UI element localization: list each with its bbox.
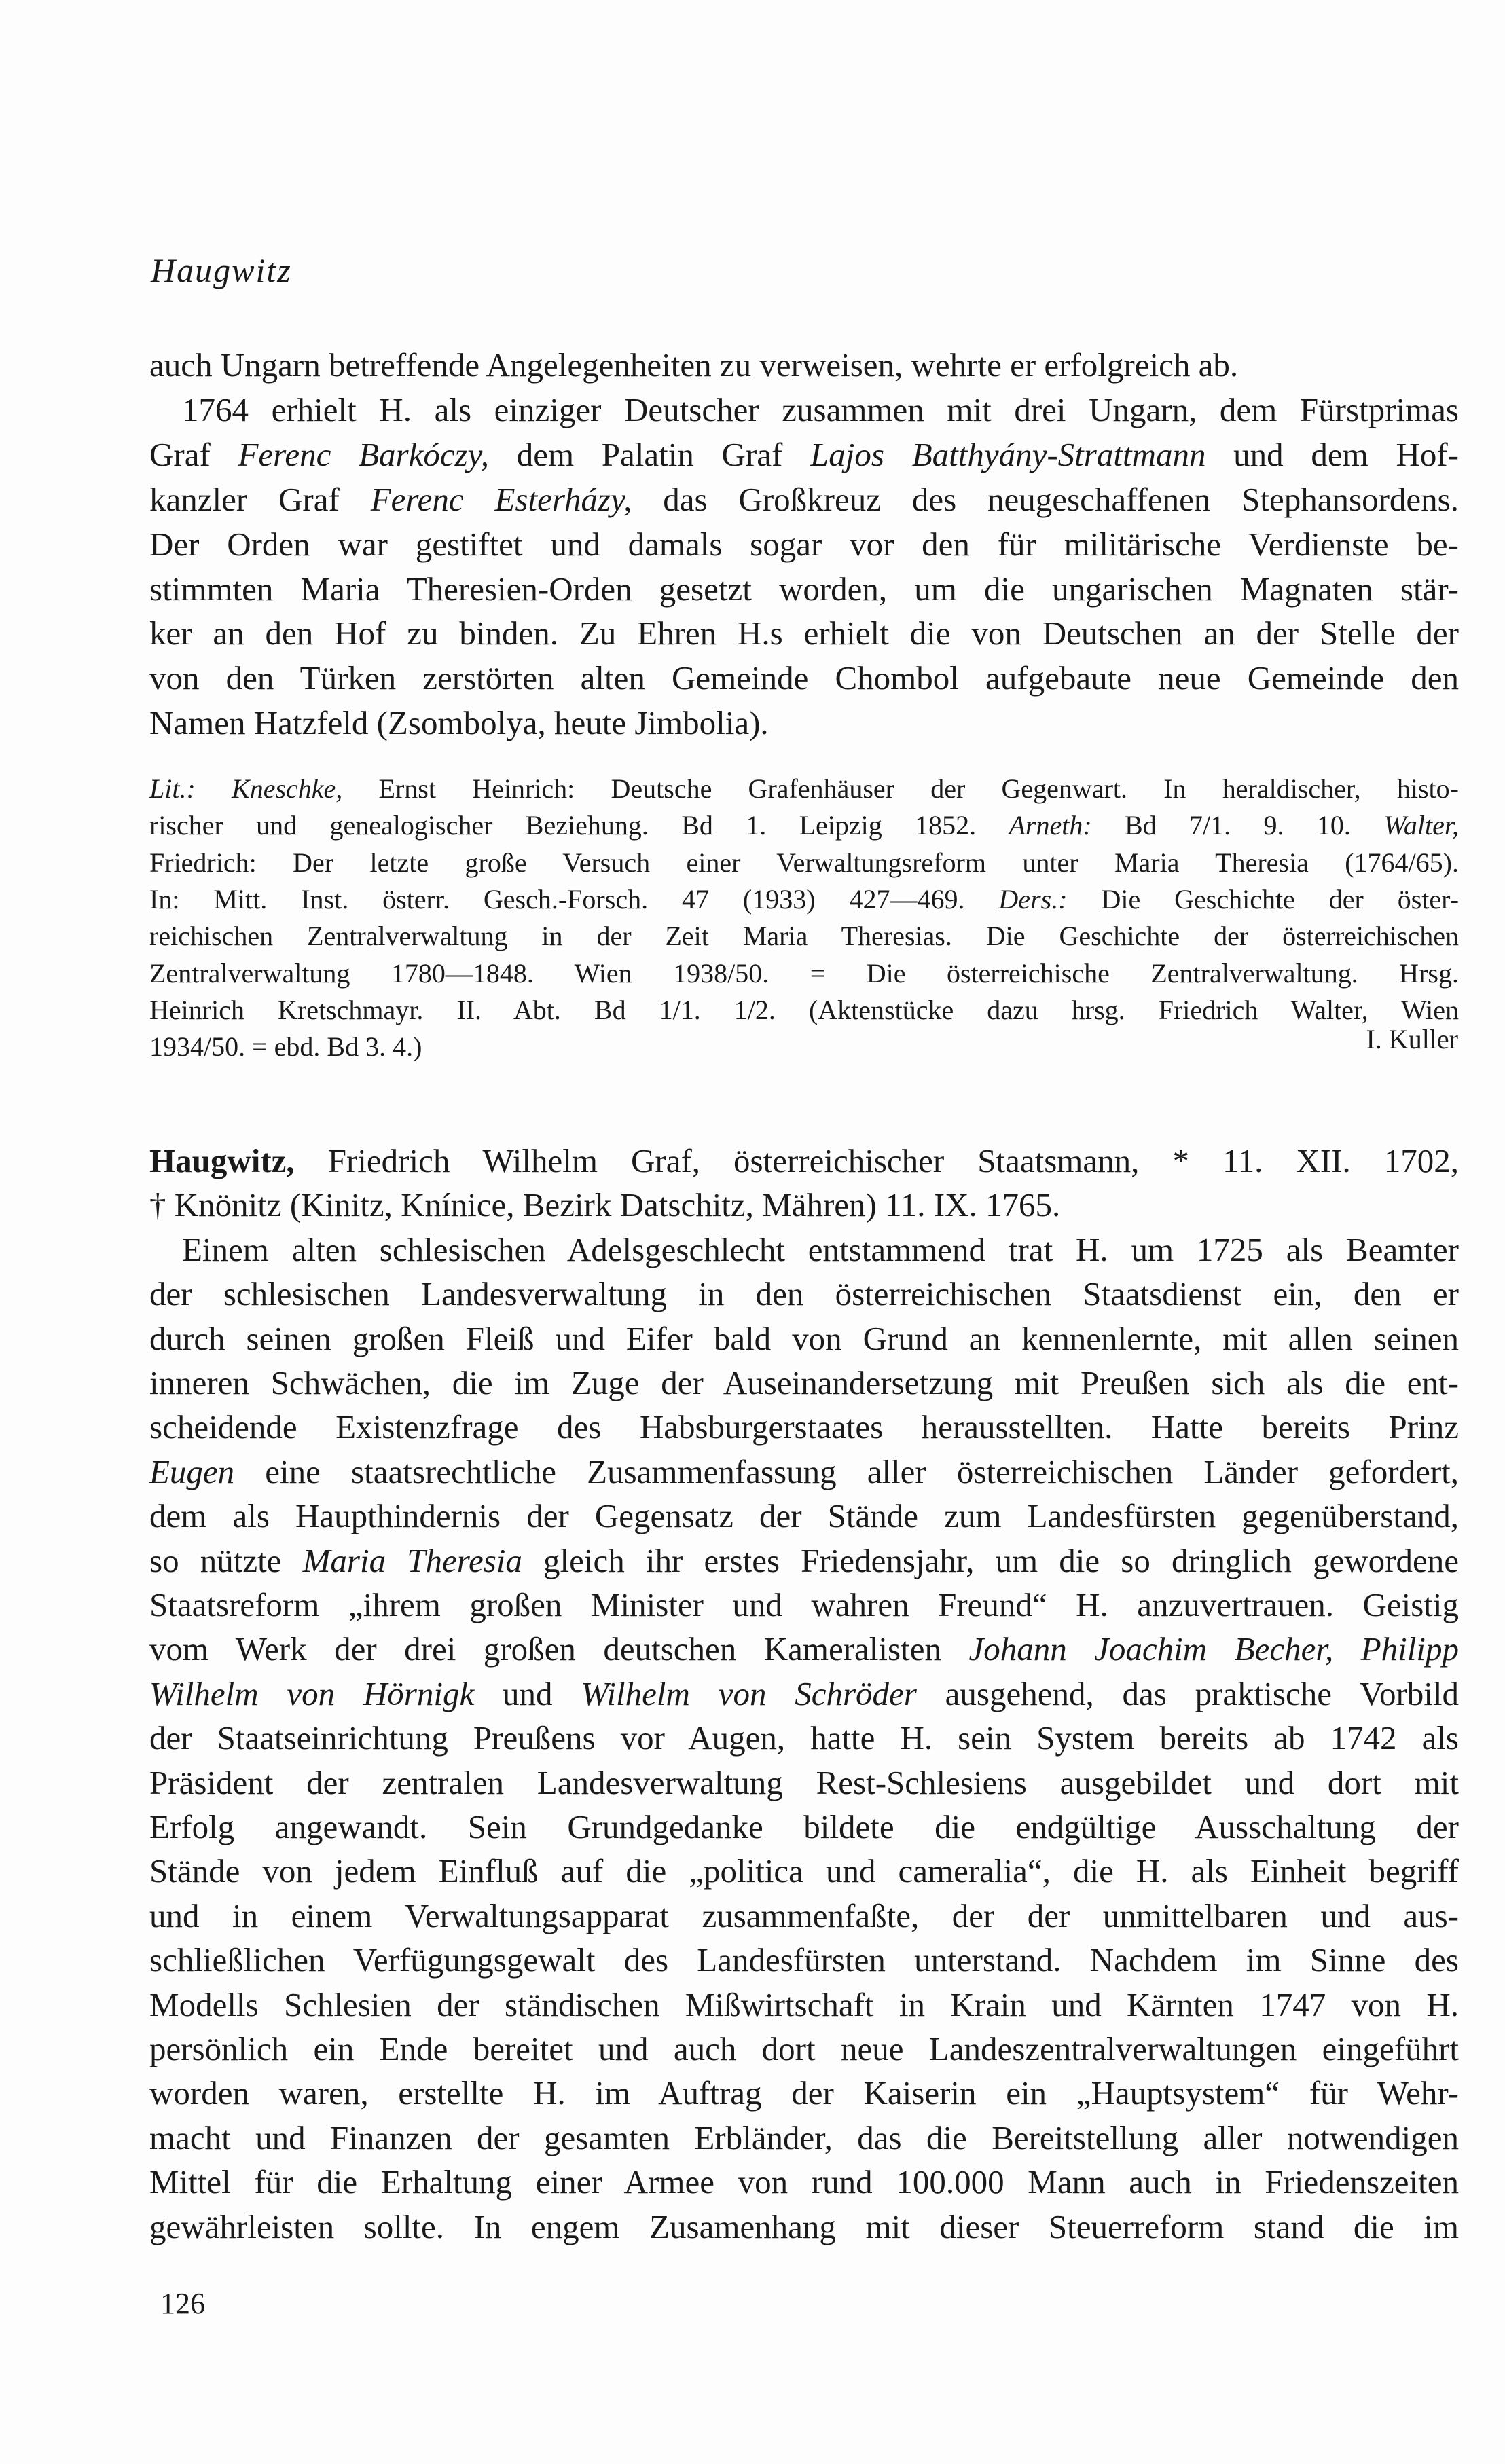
text-run: persönlich ein Ende bereitet und auch dort neue Landeszentralverwaltungen eingeführt	[149, 2030, 1459, 2067]
text-run: Einem alten schlesischen Adelsgeschlecht entstammend trat H. um 1725 als Beamter	[182, 1230, 1459, 1268]
text-run: Ernst Heinrich: Deutsche Grafenhäuser der Gegenwart. In heraldischer, histo-	[342, 773, 1459, 804]
page-number: 126	[160, 2287, 205, 2320]
text-run: durch seinen großen Fleiß und Eifer bald von Grund an kennenlernte, mit allen seinen	[149, 1319, 1459, 1357]
text-run: reichischen Zentralverwaltung in der Zeit Maria Theresias. Die Geschichte der österreichischen	[149, 921, 1459, 952]
text-run: kanzler Graf	[149, 480, 371, 518]
body-line	[149, 1896, 1459, 1936]
body-line	[149, 658, 1459, 699]
body-line	[149, 1319, 1459, 1359]
body-line	[149, 1629, 1459, 1670]
text-run: stimmten Maria Theresien-Orden gesetzt worden, um die ungarischen Magnaten stär-	[149, 570, 1459, 608]
body-line	[149, 1807, 1459, 1847]
literature-line	[149, 957, 1459, 991]
literature-line	[149, 846, 1459, 880]
text-run: der Staatseinrichtung Preußens vor Augen, hatte H. sein System bereits ab 1742 als	[149, 1719, 1459, 1757]
italic-text: Lajos Batthyány-Strattmann	[810, 435, 1206, 473]
italic-text: Eugen	[149, 1452, 235, 1490]
text-run: worden waren, erstellte H. im Auftrag der Kaiserin ein „Hauptsystem“ für Wehr-	[149, 2074, 1459, 2112]
body-line	[149, 2207, 1459, 2247]
text-run: Heinrich Kretschmayr. II. Abt. Bd 1/1. 1/2. (Aktenstücke dazu hrsg. Friedrich Walter, Wien	[149, 994, 1459, 1025]
text-run: schließlichen Verfügungsgewalt des Landesfürsten unterstand. Nachdem im Sinne des	[149, 1941, 1459, 1979]
text-run: und	[474, 1674, 581, 1712]
body-line	[149, 1274, 1459, 1314]
body-line	[149, 613, 1459, 654]
text-run: der schlesischen Landesverwaltung in den österreichischen Staatsdienst ein, den er	[149, 1275, 1459, 1313]
text-run: Namen Hatzfeld (Zsombolya, heute Jimbolia).	[149, 704, 769, 742]
body-line	[149, 1230, 1459, 1270]
italic-text: Maria Theresia	[302, 1541, 522, 1579]
body-line	[149, 479, 1459, 520]
text-run: gewährleisten sollte. In engem Zusamenhang mit dieser Steuerreform stand die im	[149, 2207, 1459, 2245]
text-run: ker an den Hof zu binden. Zu Ehren H.s erhielt die von Deutschen an der Stelle der	[149, 614, 1459, 652]
body-line	[149, 1763, 1459, 1803]
author-signature: I. Kuller	[1366, 1024, 1458, 1054]
text-run: Graf	[149, 435, 238, 473]
text-run: gleich ihr erstes Friedensjahr, um die so dringlich gewordene	[522, 1541, 1459, 1579]
italic-text: Walter,	[1383, 810, 1459, 841]
text-run: Modells Schlesien der ständischen Mißwirtschaft in Krain und Kärnten 1747 von H.	[149, 1985, 1459, 2023]
text-run: 1764 erhielt H. als einziger Deutscher zusammen mit drei Ungarn, dem Fürstprimas	[182, 390, 1459, 428]
text-run: so nützte	[149, 1541, 303, 1579]
italic-text: Johann Joachim Becher, Philipp	[968, 1630, 1459, 1668]
body-line	[149, 2162, 1459, 2203]
text-run: scheidende Existenzfrage des Habsburgerstaates herausstellten. Hatte bereits Prinz	[149, 1408, 1459, 1446]
body-line	[149, 1541, 1459, 1581]
body-line	[149, 1185, 1459, 1226]
text-run: In: Mitt. Inst. österr. Gesch.-Forsch. 47 (1933) 427—469.	[149, 883, 999, 915]
body-line	[149, 1718, 1459, 1759]
entry-headword: Haugwitz,	[149, 1142, 295, 1179]
text-run: Zentralverwaltung 1780—1848. Wien 1938/50. = Die österreichische Zentralverwaltung. Hrsg.	[149, 957, 1459, 989]
text-run: und in einem Verwaltungsapparat zusammenfaßte, der der unmittelbaren und aus-	[149, 1896, 1459, 1934]
text-run: Präsident der zentralen Landesverwaltung Rest-Schlesiens ausgebildet und dort mit	[149, 1763, 1459, 1801]
text-run: ausgehend, das praktische Vorbild	[916, 1674, 1459, 1712]
body-line	[149, 1141, 1459, 1181]
body-line	[149, 569, 1459, 610]
text-run: Friedrich: Der letzte große Versuch einer Verwaltungsreform unter Maria Theresia (1764/65).	[149, 847, 1459, 878]
body-line	[149, 703, 1459, 743]
text-run: das Großkreuz des neugeschaffenen Stephansordens.	[632, 480, 1459, 518]
body-line	[149, 390, 1459, 430]
italic-text: Wilhelm von Hörnigk	[149, 1674, 475, 1712]
text-run: von den Türken zerstörten alten Gemeinde Chombol aufgebaute neue Gemeinde den	[149, 659, 1459, 697]
body-line	[149, 524, 1459, 565]
italic-text: Arneth:	[1009, 810, 1092, 841]
text-run: dem als Haupthindernis der Gegensatz der Stände zum Landesfürsten gegenüberstand,	[149, 1497, 1459, 1535]
literature-line	[149, 919, 1459, 953]
text-run: Erfolg angewandt. Sein Grundgedanke bildete die endgültige Ausschaltung der	[149, 1808, 1459, 1845]
italic-text: Ferenc Barkóczy,	[238, 435, 489, 473]
text-run: rischer und genealogischer Beziehung. Bd 1. Leipzig 1852.	[149, 810, 1009, 841]
italic-text: Wilhelm von Schröder	[581, 1674, 917, 1712]
literature-line	[149, 883, 1459, 917]
text-run: eine staatsrechtliche Zusammenfassung aller österreichischen Länder gefordert,	[234, 1452, 1459, 1490]
text-run: Stände von jedem Einfluß auf die „politica und cameralia“, die H. als Einheit begriff	[149, 1852, 1459, 1890]
text-run: Staatsreform „ihrem großen Minister und wahren Freund“ H. anzuvertrauen. Geistig	[149, 1586, 1459, 1623]
text-run: Die Geschichte der öster-	[1067, 883, 1459, 915]
text-run: 1934/50. = ebd. Bd 3. 4.)	[149, 1031, 422, 1063]
italic-text: Lit.: Kneschke,	[149, 773, 343, 804]
body-line	[149, 2118, 1459, 2158]
literature-line	[149, 993, 1459, 1027]
text-run: † Knönitz (Kinitz, Knínice, Bezirk Datschitz, Mähren) 11. IX. 1765.	[149, 1186, 1061, 1224]
body-line	[149, 435, 1459, 475]
body-line	[149, 1985, 1459, 2025]
text-run: Friedrich Wilhelm Graf, österreichischer Staatsmann, * 11. XII. 1702,	[294, 1142, 1459, 1179]
text-run: und dem Hof-	[1205, 435, 1459, 473]
body-line	[149, 1363, 1459, 1403]
text-run: Bd 7/1. 9. 10.	[1091, 810, 1384, 841]
text-run: inneren Schwächen, die im Zuge der Auseinandersetzung mit Preußen sich als die ent-	[149, 1364, 1459, 1401]
italic-text: Ders.:	[998, 883, 1068, 915]
body-line	[149, 1452, 1459, 1492]
running-head: Haugwitz	[151, 251, 292, 289]
body-line	[149, 2073, 1459, 2114]
body-line	[149, 1674, 1459, 1714]
body-line	[149, 1407, 1459, 1448]
text-run: Der Orden war gestiftet und damals sogar vor den für militärische Verdienste be-	[149, 525, 1459, 563]
text-run: dem Palatin Graf	[488, 435, 811, 473]
body-line	[149, 345, 1459, 386]
body-line	[149, 1585, 1459, 1625]
literature-line	[149, 1030, 1459, 1064]
text-run: vom Werk der drei großen deutschen Kameralisten	[149, 1630, 969, 1668]
text-run: auch Ungarn betreffende Angelegenheiten zu verweisen, wehrte er erfolgreich ab.	[149, 346, 1239, 384]
text-run: Mittel für die Erhaltung einer Armee von rund 100.000 Mann auch in Friedenszeiten	[149, 2163, 1459, 2201]
italic-text: Ferenc Esterházy,	[370, 480, 632, 518]
literature-line	[149, 809, 1459, 843]
text-run: macht und Finanzen der gesamten Erbländer, das die Bereitstellung aller notwendigen	[149, 2118, 1459, 2156]
body-line	[149, 1851, 1459, 1892]
body-line	[149, 1940, 1459, 1981]
literature-line	[149, 772, 1459, 806]
body-line	[149, 1496, 1459, 1537]
body-line	[149, 2029, 1459, 2070]
